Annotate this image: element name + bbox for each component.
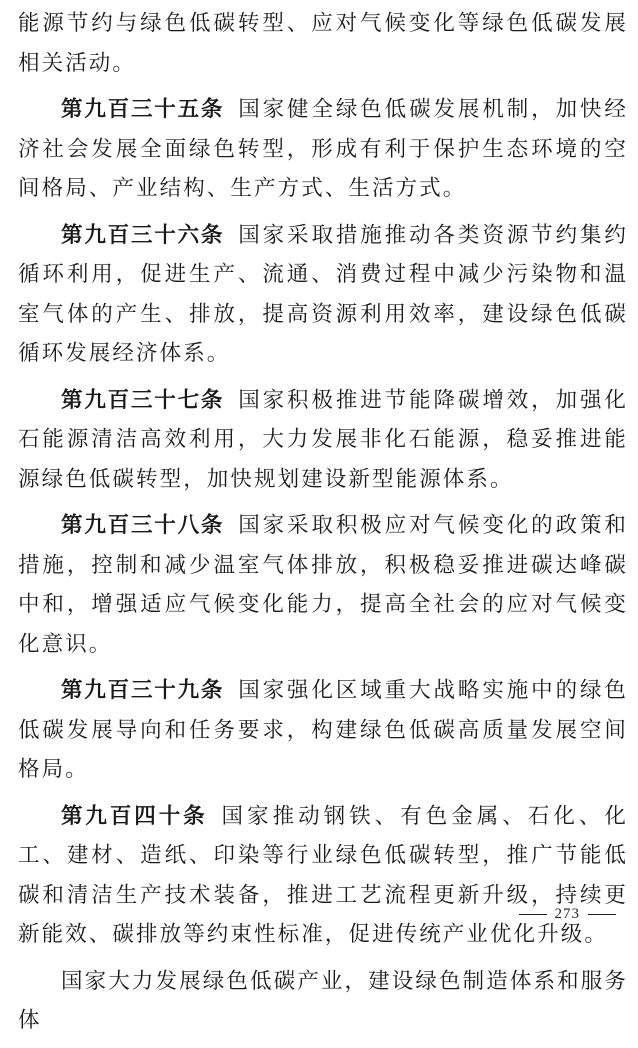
article-number: 第九百三十七条 bbox=[61, 387, 225, 413]
continuation-paragraph: 能源节约与绿色低碳转型、应对气候变化等绿色低碳发展相关活动。 bbox=[18, 11, 628, 76]
dash-left bbox=[519, 914, 547, 915]
page-number: 273 bbox=[554, 906, 580, 922]
article-text: 国家采取积极应对气候变化的政策和措施，控制和减少温室气体排放，积极稳妥推进碳达峰碳中和，增强适应气候变化能力，提高全社会的应对气候变化意识。 bbox=[18, 513, 628, 657]
article-text: 国家积极推进节能降碳增效，加强化石能源清洁高效利用，大力发展非化石能源，稳妥推进能源绿色低碳转型，加快规划建设新型能源体系。 bbox=[18, 387, 628, 492]
article-number: 第九百三十五条 bbox=[61, 97, 225, 122]
dash-right bbox=[588, 914, 616, 915]
article-text: 国家强化区域重大战略实施中的绿色低碳发展导向和任务要求，构建绿色低碳高质量发展空间格局。 bbox=[18, 678, 628, 782]
article-number: 第九百四十条 bbox=[61, 803, 208, 829]
article-number: 第九百三十九条 bbox=[61, 678, 225, 703]
article-text: 国家推动钢铁、有色金属、石化、化工、建材、造纸、印染等行业绿色低碳转型，推广节能低碳和清洁生产技术装备，推进工艺流程更新升级，持续更新能效、碳排放等约束性标准，促进传统产业优化升级。 bbox=[18, 803, 628, 947]
document-body bbox=[18, 4, 628, 1048]
article-number: 第九百三十六条 bbox=[61, 222, 225, 248]
article-text: 国家健全绿色低碳发展机制，加快经济社会发展全面绿色转型，形成有利于保护生态环境的空间格局、产业结构、生产方式、生活方式。 bbox=[18, 97, 628, 201]
article-936 bbox=[18, 216, 628, 374]
article-939 bbox=[18, 671, 628, 790]
article-text: 国家采取措施推动各类资源节约集约循环利用，促进生产、流通、消费过程中减少污染物和温室气体的产生、排放，提高资源利用效率，建设绿色低碳循环发展经济体系。 bbox=[18, 222, 628, 366]
article-938 bbox=[18, 506, 628, 664]
article-937 bbox=[18, 381, 628, 500]
article-number: 第九百三十八条 bbox=[61, 513, 225, 538]
page-number-footer bbox=[519, 906, 617, 923]
article-935 bbox=[18, 90, 628, 209]
article-940 bbox=[18, 797, 628, 955]
trailing-paragraph: 国家大力发展绿色低碳产业，建设绿色制造体系和服务体 bbox=[18, 968, 628, 1033]
